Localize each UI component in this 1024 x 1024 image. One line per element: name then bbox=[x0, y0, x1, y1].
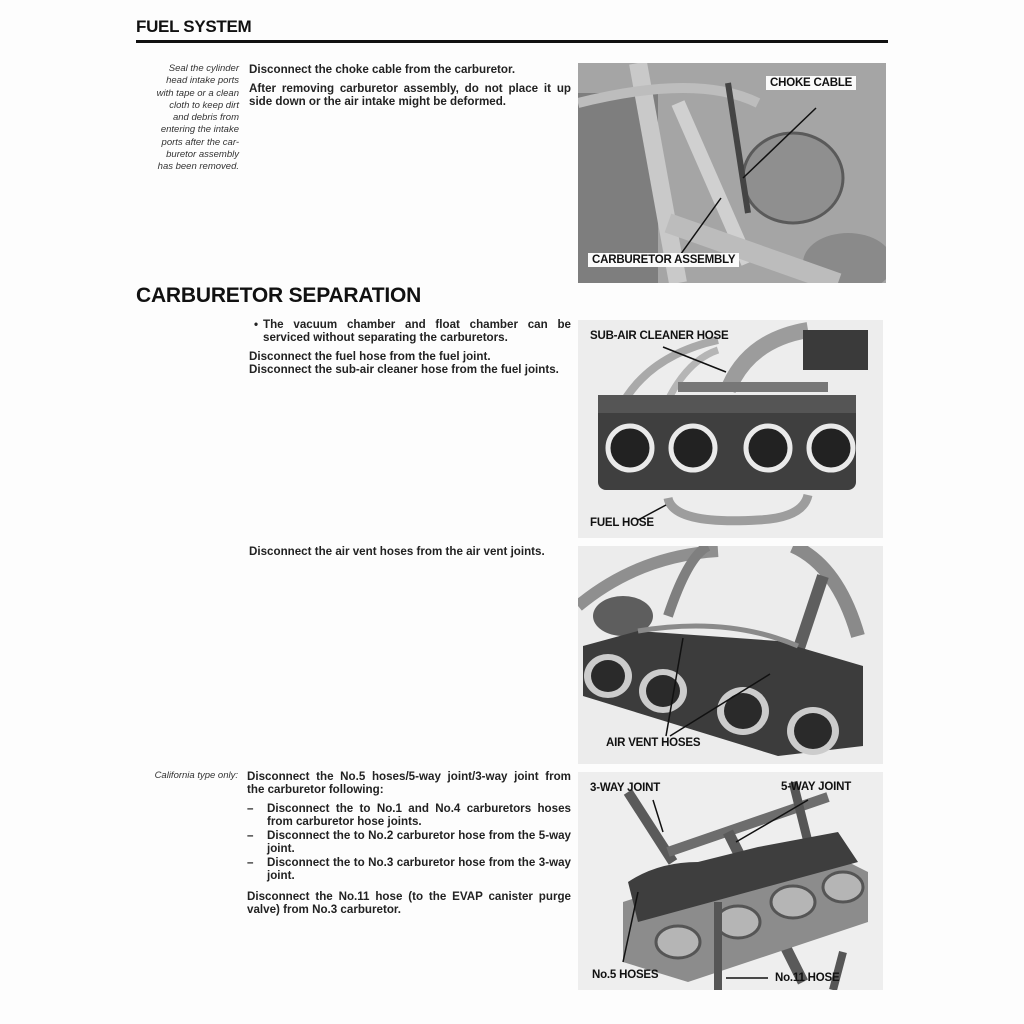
side-note-line: has been removed. bbox=[157, 161, 239, 173]
callout-5-way-joint: 5-WAY JOINT bbox=[781, 781, 852, 793]
callout-carburetor-assembly: CARBURETOR ASSEMBLY bbox=[588, 253, 739, 267]
side-note-california-only: California type only: bbox=[154, 770, 238, 781]
callout-3-way-joint: 3-WAY JOINT bbox=[590, 782, 661, 794]
step-text: Disconnect the to No.2 carburetor hose from the 5-way joint. bbox=[267, 829, 571, 855]
instruction-no11-hose: Disconnect the No.11 hose (to the EVAP canister purge valve) from No.3 carburetor. bbox=[247, 890, 571, 916]
section4-text bbox=[247, 770, 571, 916]
side-note-line: entering the intake bbox=[160, 124, 239, 136]
page-header-title: FUEL SYSTEM bbox=[136, 17, 252, 36]
dash-mark: – bbox=[247, 856, 254, 869]
photo-carburetor-bank-front bbox=[578, 320, 883, 538]
figure-choke-cable bbox=[578, 63, 886, 283]
callout-choke-cable: CHOKE CABLE bbox=[766, 76, 856, 90]
callout-sub-air-cleaner-hose: SUB-AIR CLEANER HOSE bbox=[590, 330, 729, 342]
photo-carburetor-bank-angled bbox=[578, 546, 883, 764]
step-item bbox=[247, 802, 571, 828]
figure-sub-air-fuel-hose bbox=[578, 320, 883, 538]
note-bullet bbox=[249, 318, 571, 344]
bullet-mark: • bbox=[253, 318, 259, 331]
step-text: Disconnect the to No.1 and No.4 carburetors hoses from carburetor hose joints. bbox=[267, 802, 571, 828]
instruction-sub-air-cleaner-hose: Disconnect the sub-air cleaner hose from the fuel joints. bbox=[249, 363, 559, 376]
figure-joints-hoses bbox=[578, 772, 883, 990]
steps-list bbox=[247, 802, 571, 882]
instruction-choke-cable: Disconnect the choke cable from the carburetor. bbox=[249, 63, 516, 76]
side-note-line: head intake ports bbox=[166, 75, 239, 87]
header-rule bbox=[136, 40, 888, 43]
side-note-seal-ports bbox=[134, 63, 239, 174]
step-item bbox=[247, 856, 571, 882]
side-note-line: ports after the car- bbox=[161, 136, 239, 148]
section2-text bbox=[249, 318, 571, 376]
caution-carburetor-orientation: After removing carburetor assembly, do not place it up side down or the air intake might be deformed. bbox=[249, 82, 571, 108]
step-text: Disconnect the to No.3 carburetor hose from the 3-way joint. bbox=[267, 856, 571, 882]
side-note-line: Seal the cylinder bbox=[168, 63, 239, 74]
section-title-carburetor-separation: CARBURETOR SEPARATION bbox=[136, 284, 422, 307]
note-vacuum-float-chamber: The vacuum chamber and float chamber can be serviced without separating the carburetors. bbox=[263, 318, 571, 344]
callout-no5-hoses: No.5 HOSES bbox=[592, 969, 659, 981]
callout-no11-hose: No.11 HOSE bbox=[775, 972, 840, 984]
side-note-line: with tape or a clean bbox=[156, 87, 239, 99]
dash-mark: – bbox=[247, 829, 254, 842]
side-note-line: and debris from bbox=[172, 112, 239, 124]
callout-fuel-hose: FUEL HOSE bbox=[590, 517, 654, 529]
instruction-air-vent-hoses: Disconnect the air vent hoses from the air vent joints. bbox=[249, 545, 545, 558]
side-note-line: buretor assembly bbox=[166, 149, 239, 161]
photo-choke-cable-illustration bbox=[578, 63, 886, 283]
callout-air-vent-hoses: AIR VENT HOSES bbox=[606, 737, 701, 749]
step-item bbox=[247, 829, 571, 855]
side-note-line: cloth to keep dirt bbox=[169, 99, 239, 111]
instruction-fuel-hose: Disconnect the fuel hose from the fuel joint. bbox=[249, 350, 491, 363]
photo-carburetor-bank-top bbox=[578, 772, 883, 990]
section3-text bbox=[249, 545, 571, 558]
dash-mark: – bbox=[247, 802, 254, 815]
figure-air-vent-hoses bbox=[578, 546, 883, 764]
section1-text bbox=[249, 63, 571, 114]
instruction-no5-hoses-intro: Disconnect the No.5 hoses/5-way joint/3-way joint from the carburetor following: bbox=[247, 770, 571, 796]
